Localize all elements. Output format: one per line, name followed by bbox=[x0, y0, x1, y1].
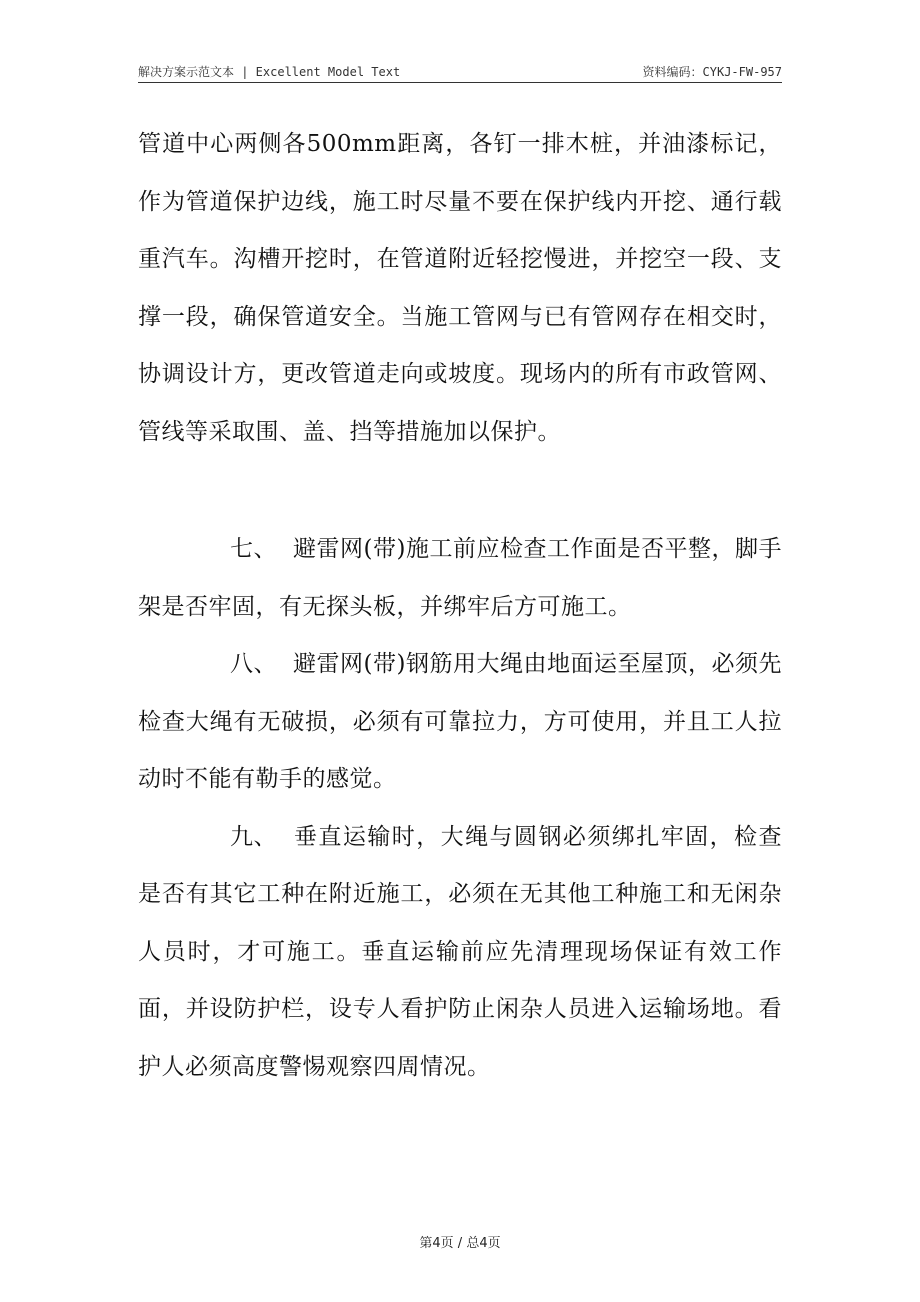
page-header bbox=[138, 58, 782, 83]
header-title: 解决方案示范文本 | Excellent Model Text bbox=[138, 65, 401, 79]
item-number: 九、 bbox=[230, 823, 277, 850]
header-doc-code: 资料编码：CYKJ-FW-957 bbox=[642, 65, 782, 79]
paragraph-text: 避雷网(带)施工前应检查工作面是否平整，脚手架是否牢固，有无探头板，并绑牢后方可施工。 bbox=[138, 536, 782, 620]
paragraph-text: 避雷网(带)钢筋用大绳由地面运至屋顶，必须先检查大绳有无破损，必须有可靠拉力，方可使用，并且工人拉动时不能有勒手的感觉。 bbox=[138, 651, 782, 792]
page-footer bbox=[0, 1232, 920, 1251]
paragraph-item-7 bbox=[138, 521, 782, 636]
paragraph-spacer bbox=[138, 461, 782, 521]
document-body bbox=[138, 116, 782, 1096]
paragraph-item-8 bbox=[138, 636, 782, 809]
paragraph-item-9 bbox=[138, 809, 782, 1097]
paragraph-text: 垂直运输时，大绳与圆钢必须绑扎牢固，检查是否有其它工种在附近施工，必须在无其他工种施工和无闲杂人员时，才可施工。垂直运输前应先清理现场保证有效工作面，并设防护栏，设专人看护防止闲杂人员进入运输场地。看护人必须高度警惕观察四周情况。 bbox=[138, 823, 782, 1080]
item-number: 八、 bbox=[230, 651, 277, 677]
paragraph-pipe-protection bbox=[138, 116, 782, 461]
item-number: 七、 bbox=[230, 536, 277, 562]
page-number: 第4页 / 总4页 bbox=[419, 1236, 501, 1251]
paragraph-text: 管道中心两侧各500mm距离，各钉一排木桩，并油漆标记，作为管道保护边线，施工时尽量不要在保护线内开挖、通行载重汽车。沟槽开挖时，在管道附近轻挖慢进，并挖空一段、支撑一段，确保管道安全。当施工管网与已有管网存在相交时，协调设计方，更改管道走向或坡度。现场内的所有市政管网、管线等采取围、盖、挡等措施加以保护。 bbox=[138, 131, 782, 445]
